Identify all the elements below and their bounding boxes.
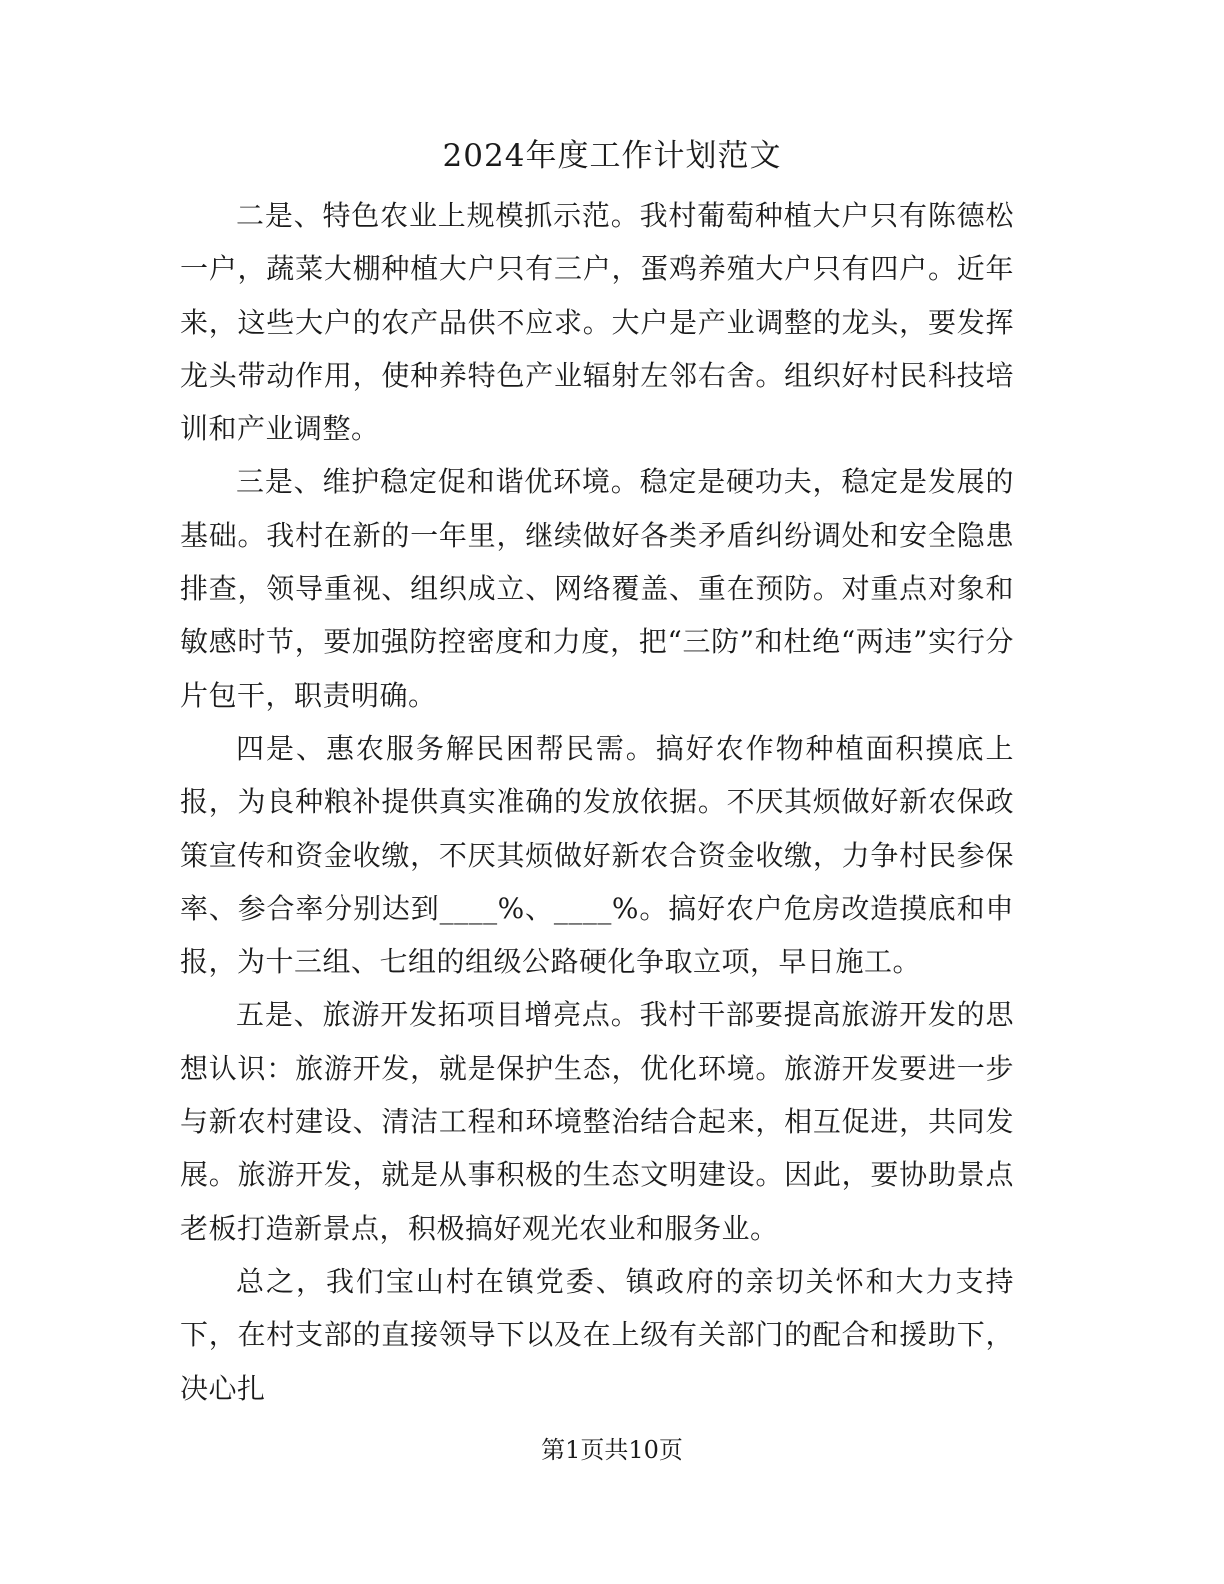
paragraph-tourism: 五是、旅游开发拓项目增亮点。我村干部要提高旅游开发的思想认识：旅游开发，就是保护生态，优化环境。旅游开发要进一步与新农村建设、清洁工程和环境整治结合起来，相互促进，共同发展。旅游开发，就是从事积极的生态文明建设。因此，要协助景点老板打造新景点，积极搞好观光农业和服务业。 <box>180 998 1014 1245</box>
paragraph-stability: 三是、维护稳定促和谐优环境。稳定是硬功夫，稳定是发展的基础。我村在新的一年里，继续做好各类矛盾纠纷调处和安全隐患排查，领导重视、组织成立、网络覆盖、重在预防。对重点对象和敏感时节，要加强防控密度和力度，把“三防”和杜绝“两违”实行分片包干，职责明确。 <box>180 465 1014 712</box>
paragraph-summary: 总之，我们宝山村在镇党委、镇政府的亲切关怀和大力支持下，在村支部的直接领导下以及在上级有关部门的配合和援助下，决心扎 <box>180 1264 1014 1405</box>
page-number-footer: 第1页共10页 <box>541 1436 683 1464</box>
paragraph-agriculture: 二是、特色农业上规模抓示范。我村葡萄种植大户只有陈德松一户，蔬菜大棚种植大户只有三户，蛋鸡养殖大户只有四户。近年来，这些大户的农产品供不应求。大户是产业调整的龙头，要发挥龙头带动作用，使种养特色产业辐射左邻右舍。组织好村民科技培训和产业调整。 <box>180 199 1014 446</box>
document-title: 2024年度工作计划范文 <box>442 138 782 174</box>
paragraph-farmer-services: 四是、惠农服务解民困帮民需。搞好农作物种植面积摸底上报，为良种粮补提供真实准确的发放依据。不厌其烦做好新农保政策宣传和资金收缴，不厌其烦做好新农合资金收缴，力争村民参保率、参合率分别达到____%、____%。搞好农户危房改造摸底和申报，为十三组、七组的组级公路硬化争取立项，早日施工。 <box>180 731 1014 979</box>
document-body <box>180 189 1014 1415</box>
